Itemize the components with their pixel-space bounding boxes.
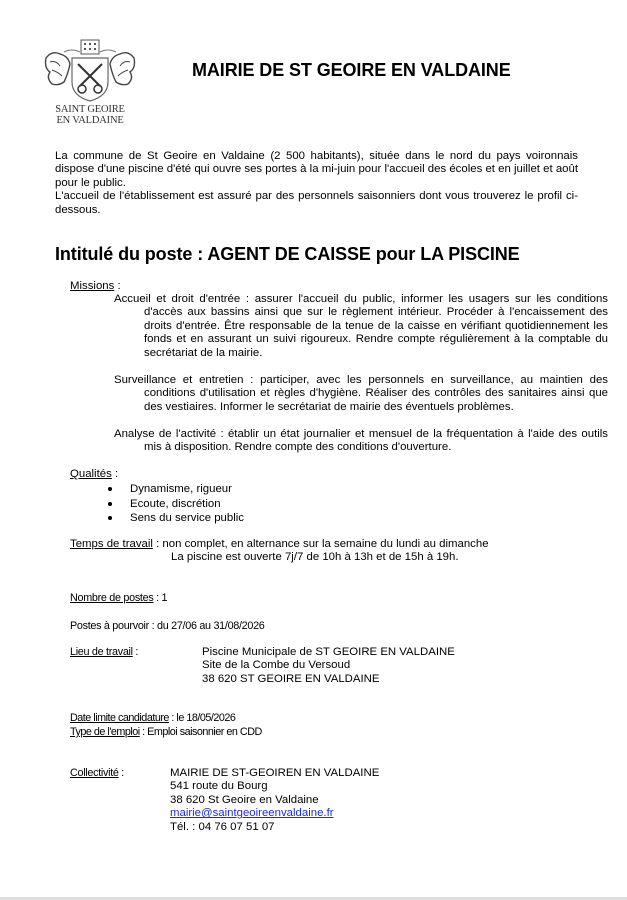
qualite-text: Sens du service public [130,512,244,525]
collectivite-suffix: : [118,767,125,779]
date-limite-value: : le 18/05/2026 [168,712,236,724]
missions-heading [70,280,121,293]
job-title-heading: Intitulé du poste : AGENT DE CAISSE pour LA PISCINE [55,244,520,264]
postes-a-pourvoir: Postes à pourvoir : du 27/06 au 31/08/2026 [70,620,265,632]
lieu-travail-label: Lieu de travail [70,646,133,658]
coat-of-arms-logo [38,38,142,128]
lieu-travail-line-1: Piscine Municipale de ST GEOIRE EN VALDAINE [202,646,455,658]
bullet-icon [108,516,112,520]
collectivite-address-2: 38 620 St Geoire en Valdaine [170,793,319,806]
collectivite-label: Collectivité [70,767,119,779]
qualite-text: Dynamisme, rigueur [130,483,232,495]
type-emploi [70,726,262,739]
missions-label: Missions [70,280,115,292]
lieu-travail-line-2: Site de la Combe du Versoud [202,659,351,672]
qualite-item [86,511,386,526]
lieu-travail-heading [70,646,138,659]
type-emploi-label: Type de l'emploi [70,726,140,738]
qualite-text: Ecoute, discrétion [130,497,221,510]
temps-travail-value: : non complet, en alternance sur la semaine du lundi au dimanche [152,538,489,550]
email-link[interactable]: mairie@saintgeoireenvaldaine.fr [170,807,334,820]
qualites-label: Qualités [70,468,112,480]
type-emploi-value: : Emploi saisonnier en CDD [139,726,262,738]
intro-text [55,150,578,217]
nombre-postes-label: Nombre de postes [70,592,154,604]
bullet-icon [108,502,112,506]
mission-item-1: Accueil et droit d'entrée : assurer l'accueil du public, informer les usagers sur les conditions d'accès aux bassins ainsi que sur le règlement intérieur. Procéder à l'encaissement des droits d'entrée. Être responsable de la tenue de la caisse en vérifiant quotidiennement les fonds et en assurant un suivi rigoureux. Rendre compte régulièrement à la comptable du secrétariat de la mairie. [114,293,608,359]
collectivite-name: MAIRIE DE ST-GEOIREN EN VALDAINE [170,767,380,779]
lieu-travail-address [202,646,455,686]
intro-paragraph-1: La commune de St Geoire en Valdaine (2 500 habitants), située dans le nord du pays voironnais dispose d'une piscine d'été qui ouvre ses portes à la mi-juin pour l'accueil des écoles et en juillet et août pour le public. [55,150,578,189]
date-limite-label: Date limite candidature [70,712,169,724]
temps-travail-line-1 [70,538,489,551]
coat-of-arms-icon [38,38,142,104]
collectivite-contact [170,767,379,834]
mission-item-2: Surveillance et entretien : participer, avec les personnels en surveillance, au maintien des conditions d'utilisation et règles d'hygiène. Réaliser des contrôles des sanitaires ainsi que des vestiaires. Informer le secrétariat de mairie des éventuels problèmes. [114,374,608,413]
qualites-suffix: : [111,468,119,480]
bullet-icon [108,487,112,491]
nombre-postes [70,592,167,605]
date-limite [70,712,235,725]
page-title: MAIRIE DE ST GEOIRE EN VALDAINE [192,60,511,80]
mission-item-3: Analyse de l'activité : établir un état journalier et mensuel de la fréquentation à l'aide des outils mis à disposition. Rendre compte des conditions d'ouverture. [114,428,608,454]
collectivite-phone: Tél. : 04 76 07 51 07 [170,820,275,833]
intro-paragraph-2: L'accueil de l'établissement est assuré par des personnels saisonniers dont vous trouverez le profil ci-dessous. [55,190,578,216]
collectivite-address-1: 541 route du Bourg [170,780,268,793]
qualite-item [86,497,386,512]
qualites-list [86,482,386,526]
missions-suffix: : [114,280,121,292]
qualite-item [86,482,386,497]
temps-travail-line-2: La piscine est ouverte 7j/7 de 10h à 13h et de 15h à 19h. [171,551,459,563]
lieu-travail-line-3: 38 620 ST GEOIRE EN VALDAINE [202,672,380,685]
logo-text-line-1: SAINT GEOIRE [55,104,125,115]
lieu-travail-suffix: : [132,646,139,658]
qualites-heading [70,468,118,481]
collectivite-heading [70,767,124,780]
logo-text-line-2: EN VALDAINE [56,115,124,126]
temps-travail-label: Temps de travail [70,538,153,550]
nombre-postes-value: : 1 [153,592,168,604]
